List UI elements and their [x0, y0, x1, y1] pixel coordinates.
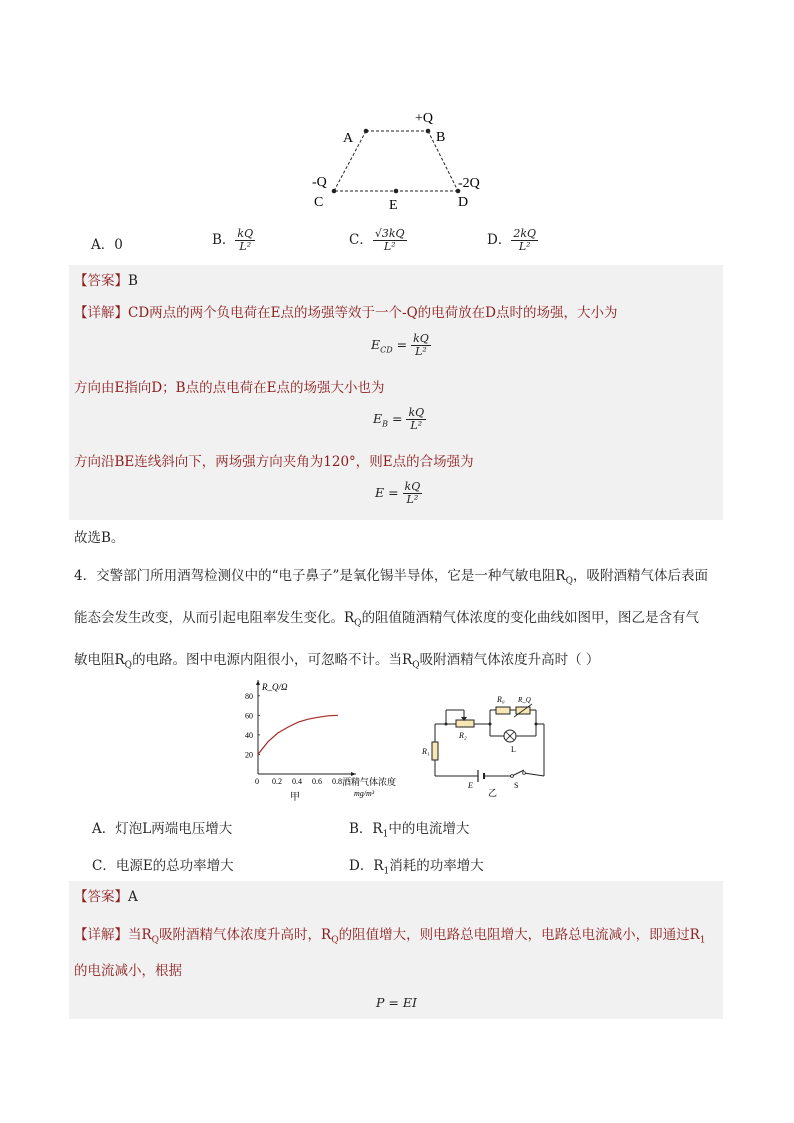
stem-text: 吸附酒精气体浓度升高时（ ）: [419, 652, 600, 668]
q4-option-a: A．灯泡L两端电压增大: [92, 821, 233, 837]
label-e: E: [468, 781, 473, 790]
fraction-numerator: kQ: [237, 227, 254, 240]
option-fraction: [373, 228, 407, 253]
q4-formula-power: P = EI: [376, 995, 417, 1010]
x-tick-label: 0: [255, 777, 259, 786]
label-r2: R₂: [459, 731, 467, 740]
label-r1: R₁: [422, 747, 430, 756]
answer-tag: 【答案】: [74, 889, 128, 905]
stem-text: 的电路。图中电源内阻很小，可忽略不计。当R: [132, 652, 413, 668]
label-s: S: [514, 781, 519, 790]
chart-xunit: mg/m³: [354, 789, 375, 798]
q3-detail-line1: [74, 304, 617, 322]
option-text: D．R: [349, 858, 384, 874]
fraction-numerator: kQ: [413, 332, 429, 345]
detail-text: 的阻值增大，则电路总电阻增大，电路总电流减小，即通过R: [338, 927, 700, 943]
detail-subscript: Q: [151, 935, 160, 946]
formula-equals: =: [388, 411, 407, 426]
formula-fraction: [406, 407, 426, 432]
label-D: D: [458, 195, 469, 210]
y-tick-label: 40: [245, 730, 253, 740]
fraction-numerator: 2kQ: [513, 227, 537, 240]
q3-option-c: [349, 228, 407, 253]
q3-formula-ecd: [371, 333, 431, 358]
formula-subscript: CD: [380, 345, 393, 355]
circuit-diagram: [420, 688, 560, 798]
option-subscript: 1: [383, 866, 390, 877]
formula-lhs: E: [373, 411, 383, 426]
q4-stem-line1: [74, 567, 708, 591]
y-axis-arrow: [256, 680, 260, 685]
stem-text: ，吸附酒精气体后表面: [572, 568, 708, 584]
point-A: [364, 129, 369, 134]
label-minusQ: -Q: [312, 175, 327, 190]
q3-conclusion: 故选B。: [74, 530, 125, 546]
label-l: L: [511, 745, 516, 754]
stem-subscript: Q: [565, 576, 573, 587]
rheostat-r2: [456, 720, 474, 727]
detail-tag: 【详解】: [74, 927, 128, 943]
fraction-denominator: L²: [518, 240, 531, 253]
q4-option-d: [349, 857, 484, 881]
label-plusQ: +Q: [415, 111, 434, 126]
trapezoid-charge-figure: [300, 105, 500, 215]
q4-stem-line2: [74, 609, 699, 633]
chart-caption: 甲: [290, 792, 300, 803]
detail-text: 吸附酒精气体浓度升高时，R: [159, 927, 332, 943]
formula-lhs: E =: [375, 485, 403, 500]
y-tick-label: 80: [245, 691, 253, 701]
option-text: 消耗的功率增大: [389, 858, 484, 874]
option-letter: C．: [349, 232, 373, 248]
rq-concentration-chart: [236, 678, 416, 806]
resistor-r1: [432, 742, 438, 760]
q3-option-b: [212, 228, 255, 253]
circuit-caption: 乙: [488, 788, 498, 798]
q4-stem-line3: [74, 651, 599, 675]
resistor-r0: [496, 707, 510, 714]
q3-formula-e: [375, 481, 422, 506]
chart-ylabel: R_Q/Ω: [262, 682, 288, 692]
option-subscript: 1: [382, 829, 389, 840]
q4-detail-line2: 的电流减小，根据: [74, 963, 182, 979]
point-C: [332, 189, 337, 194]
detail-tag: 【详解】: [74, 305, 128, 321]
point-E: [394, 189, 399, 194]
fraction-numerator: kQ: [404, 480, 421, 493]
option-text: 中的电流增大: [388, 821, 470, 837]
formula-lhs: E: [371, 337, 381, 352]
q3-detail-line3: 方向沿BE连线斜向下，两场强方向夹角为120°，则E点的合场强为: [74, 454, 474, 470]
q3-detail-line2: 方向由E指向D；B点的点电荷在E点的场强大小也为: [74, 380, 385, 396]
stem-subscript: Q: [354, 618, 362, 629]
fraction-denominator: L²: [415, 345, 427, 358]
stem-text: 4．交警部门所用酒驾检测仪中的“电子鼻子”是氧化锡半导体，它是一种气敏电阻R: [74, 568, 566, 584]
label-E: E: [389, 198, 398, 213]
formula-fraction: [403, 481, 423, 506]
label-r0: R₀: [497, 695, 505, 704]
stem-text: 能态会发生改变，从而引起电阻率发生变化。R: [74, 610, 355, 626]
fraction-denominator: L²: [406, 493, 419, 506]
fraction-numerator: kQ: [408, 406, 425, 419]
label-minus2Q: -2Q: [458, 176, 480, 191]
fraction-denominator: L²: [239, 240, 252, 253]
label-C: C: [314, 195, 324, 210]
q3-formula-eb: [373, 407, 426, 432]
chart-xlabel: 酒精气体浓度: [342, 777, 397, 787]
chart-series-line: [258, 715, 338, 754]
detail-text: 当R: [128, 927, 152, 943]
x-tick-label: 0.2: [272, 777, 282, 786]
label-A: A: [343, 131, 354, 146]
q4-option-b: [349, 820, 469, 844]
q3-option-a: [91, 236, 123, 254]
fraction-denominator: L²: [410, 419, 423, 432]
q3-option-d: [487, 228, 538, 253]
y-tick-label: 60: [245, 711, 253, 721]
x-axis-arrow: [351, 772, 356, 776]
option-text: B．R: [349, 821, 383, 837]
formula-fraction: [411, 333, 431, 358]
x-tick-label: 0.6: [312, 777, 322, 786]
stem-subscript: Q: [412, 660, 420, 671]
stem-subscript: Q: [124, 660, 133, 671]
stem-text: 敏电阻R: [74, 652, 125, 668]
formula-subscript: B: [382, 419, 389, 429]
point-B: [426, 129, 431, 134]
chart-axes: [256, 680, 356, 776]
detail-subscript: Q: [331, 935, 339, 946]
y-tick-label: 20: [245, 750, 253, 760]
option-letter: B．: [212, 232, 236, 248]
answer-tag: 【答案】: [74, 273, 128, 289]
chart-ticks: [245, 692, 342, 786]
option-fraction: [511, 228, 538, 253]
x-tick-label: 0.4: [292, 777, 302, 786]
label-rq: R_Q: [518, 696, 531, 704]
q4-option-c: C．电源E的总功率增大: [92, 858, 234, 874]
answer-value: A: [128, 889, 138, 905]
formula-equals: =: [392, 337, 412, 352]
stem-text: 的阻值随酒精气体浓度的变化曲线如图甲，图乙是含有气: [361, 610, 700, 626]
option-letter: A．: [91, 237, 115, 253]
option-value: 0: [114, 237, 123, 253]
detail-subscript: 1: [699, 935, 706, 946]
q4-detail-line1: [74, 926, 706, 950]
answer-value: B: [128, 273, 138, 289]
option-fraction: [235, 228, 255, 253]
q3-answer: [74, 272, 138, 290]
fraction-denominator: L²: [383, 240, 396, 253]
detail-text: CD两点的两个负电荷在E点的场强等效于一个-Q的电荷放在D点时的场强，大小为: [128, 305, 618, 321]
x-tick-label: 0.8: [332, 777, 342, 786]
q4-answer: [74, 888, 138, 906]
fraction-numerator: √3kQ: [374, 227, 405, 240]
option-letter: D．: [487, 232, 512, 248]
label-B: B: [436, 130, 446, 145]
